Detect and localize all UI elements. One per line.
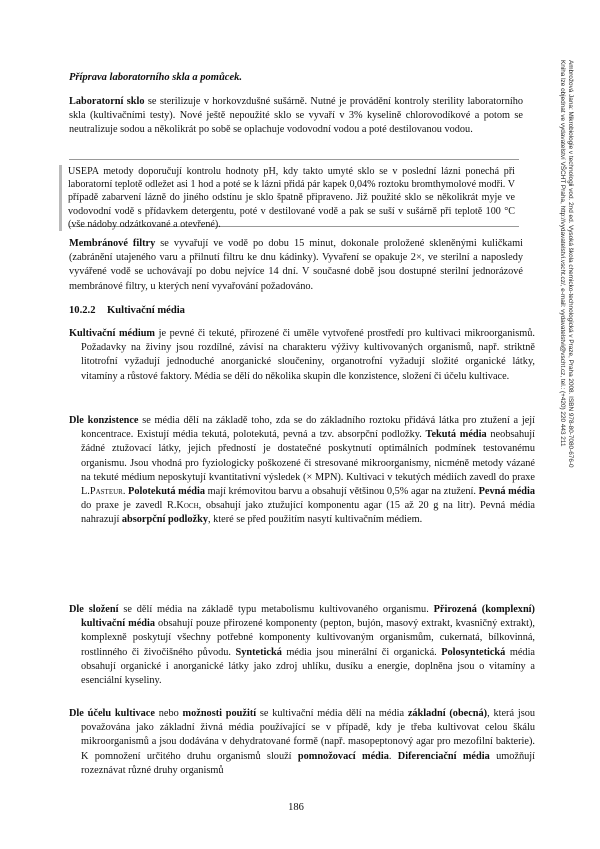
prep-term: Laboratorní sklo	[69, 96, 145, 107]
usepa-note-text: USEPA metody doporučují kontrolu hodnoty pH, kdy takto umyté sklo se v poslední lázni ponechá při laboratorní teplotě odležet asi 1 hod a poté se k lázni přidá pár kapek 0,04% roztoku bromthymolové modři. V případě zabarvení lázně do jiného odstínu je sklo špatně připraveno. Již použité sklo se několikrát myje ve vodovodní vodě s přídavkem detergentu, poté v destilované vodě a pak se suší v sušárně při teplotě 100 °C (vše nádoby odzátkované a otevřené).	[59, 165, 515, 231]
pasteur-name: Pasteur	[89, 486, 123, 498]
liquid-media-term: Tekutá média	[425, 429, 487, 441]
purpose-text-5: umožňují rozeznávat různé druhy organismů	[81, 750, 535, 776]
composition-text-3: média jsou minerální či organická.	[281, 646, 442, 658]
prep-paragraph	[69, 95, 523, 138]
prep-heading: Příprava laboratorního skla a pomůcek.	[69, 72, 242, 83]
usepa-note-box	[68, 159, 519, 230]
solid-media-term: Pevná média	[478, 486, 535, 498]
page-number: 186	[288, 802, 304, 813]
consistency-term: Dle konzistence	[69, 415, 139, 426]
purpose-paragraph	[69, 707, 535, 778]
composition-text-1: se dělí média na základě typu metabolismu kultivovaného organismu.	[118, 604, 434, 615]
composition-paragraph	[69, 603, 535, 688]
consistency-text-7: , které se před použitím nasytí kultivačním médiem.	[208, 514, 423, 526]
consistency-text-6: , obsahují jako ztužující komponentu agar (15 až 20 g na litr). Pevná média nahrazují	[81, 500, 535, 526]
membrane-text: se vyvařují ve vodě po dobu 15 minut, dokonale proložené skleněnými kuličkami (zabránění utajeného varu a přilnutí filtru ke dnu kádinky). Vyvaření se opakuje 2×, ve sterilní a naposledy vyvářené vodě se uchovávají po dobu nejvíce 14 dní. V současné době jsou dostupné sterilní jednorázové membránové filtry, u kterých není vyvařování požadováno.	[69, 238, 523, 292]
medium-paragraph	[69, 327, 535, 384]
consistency-text-1: se média dělí na základě toho, zda se do základního roztoku přidává látka pro ztužení a její koncentrace. Existují média tekutá, polotekutá, pevná a tzv. absorpční podložky.	[81, 415, 535, 441]
purpose-text-2: se kultivační média dělí na média	[256, 708, 408, 719]
side-citation-line1: Ambrožová Jana: Mikrobiologie v technologii vod. 2nd ed. Vysoká škola chemicko-technologická v Praze, Praha 2008. ISBN 978-80-7080-676-0	[567, 60, 574, 468]
composition-text-2: obsahují pouze přirozené komponenty (pepton, bujón, masový extrakt, kvasničný extrakt), komplexně poskytují všechny potřebné komponenty kultivovaným organismům, cukernatá, bílkovinná, rostlinného či živočišného původu.	[81, 618, 535, 658]
consistency-text-4: mají krémovitou barvu a obsahují většinou 0,5% agar na ztužení.	[205, 486, 479, 498]
semisynthetic-term: Polosyntetická	[441, 646, 506, 658]
composition-term: Dle složení	[69, 604, 119, 615]
natural-media-term: Přirozená (komplexní) kultivační média	[81, 604, 535, 630]
purpose-term: Dle účelu kultivace	[69, 708, 155, 719]
consistency-text-3: .	[122, 486, 129, 498]
semisolid-media-term: Polotekutá média	[128, 486, 206, 498]
basic-media-term: základní (obecná)	[407, 708, 488, 719]
section-title: Kultivační média	[107, 305, 185, 316]
consistency-text-5: do praxe je zavedl R.	[81, 500, 177, 512]
absorbent-pads-term: absorpční podložky	[121, 514, 209, 526]
purpose-text-1: nebo	[154, 708, 183, 719]
synthetic-term: Syntetická	[235, 646, 282, 658]
medium-text: je pevné či tekuté, přirozené či uměle vytvořené prostředí pro kultivaci mikroorganismů. Požadavky na živiny jsou rozdílné, závisí na charakteru výživy kultivovaných organismů, např. striktně litotrofní vyžadují jednoduché anorganické sloučeniny, organotrofní vyžadují složité organické látky, vitamíny a růstové faktory. Média se dělí do několika skupin dle konzistence, složení či účelu kultivace.	[81, 328, 535, 382]
differential-media-term: Diferenciační média	[397, 750, 490, 762]
side-citation-line2: Kniha lze objednat ve vydavatelství VŠCHT Praha, http://vydavatelstvi.vscht.cz/, e-mail: vydavatelstvi@vscht.cz, tel.: (+420) 220 443 211	[559, 60, 566, 447]
section-heading	[69, 304, 523, 318]
purpose-text-3: , která jsou považována jako základní živná média používající se v případě, kdy je třeba kultivovat celou škálu mikroorganismů a jsou dodávána v dehydratované formě (např. masopeptonový agar pro mezofilní bakterie). K pomnožení určitého druhu organismů slouží	[81, 708, 536, 762]
membrane-term: Membránové filtry	[69, 238, 156, 249]
section-number: 10.2.2	[69, 305, 96, 316]
enrichment-media-term: pomnožovací média	[297, 750, 389, 762]
consistency-text-2: neobsahují žádné ztužovací látky, jejich předností je dostatečné poskytnutí optimálních podmínek testovanému organismu. Jsou vhodná pro fyziologicky poškozené či stresované mikroorganismy, nicméně metody vázané na tekuté médium neposkytují kvantitativní výsledek (× MPN). Kultivaci v tekutých médiích zavedl do praxe L.	[81, 429, 536, 498]
usage-term: možnosti použití	[182, 708, 257, 719]
membrane-paragraph	[69, 237, 523, 294]
consistency-paragraph	[69, 414, 535, 528]
composition-text-4: média obsahují organické i anorganické látky jako zdroj uhlíku, dusíku a energie, doplněna jsou o vitamíny a esenciální kyseliny.	[81, 646, 535, 687]
prep-text: se sterilizuje v horkovzdušné sušárně. Nutné je provádění kontroly sterility laboratorního skla (kultivačními testy). Nové ještě nepoužité sklo se vyvaří v 3% kyselině chlorovodíkové a potom se neutralizuje sodou a několikrát po sobě se oplachuje vodovodní vodou a poté destilovanou vodou.	[69, 96, 524, 136]
koch-name: Koch	[176, 500, 199, 512]
medium-term: Kultivační médium	[69, 328, 155, 339]
side-citation	[558, 60, 574, 620]
purpose-text-4: .	[388, 750, 398, 762]
